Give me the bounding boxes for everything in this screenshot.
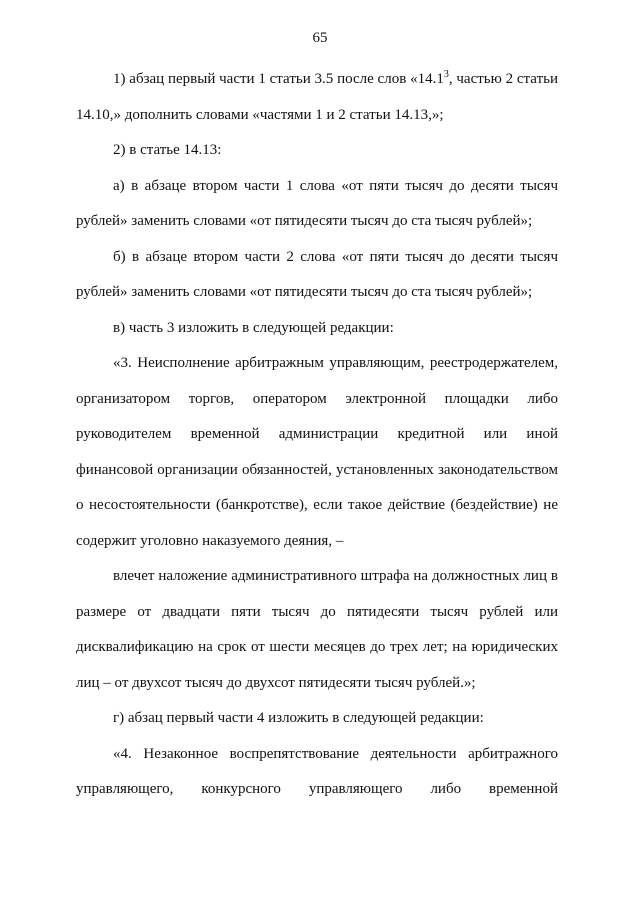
paragraph-subitem-a: а) в абзаце втором части 1 слова «от пяти тысяч до десяти тысяч рублей» заменить словами «от пятидесяти тысяч до ста тысяч рублей»; xyxy=(76,177,558,229)
paragraph-item-2: 2) в статье 14.13: xyxy=(113,142,222,158)
paragraph-quote-part-3: «3. Неисполнение арбитражным управляющим, реестродержателем, организатором торгов, оператором электронной площадки либо руководителем временной администрации кредитной или иной финансовой организации обязанностей, установленных законодательством о несостоятельности (банкротстве), если такое действие (бездействие) не содержит уголовно наказуемого деяния, – xyxy=(76,355,558,549)
superscript-3: 3 xyxy=(443,69,449,80)
paragraph-quote-part-4: «4. Незаконное воспрепятствование деятельности арбитражного управляющего, конкурсного управляющего либо временной xyxy=(76,745,558,797)
paragraph-subitem-b: б) в абзаце втором части 2 слова «от пяти тысяч до десяти тысяч рублей» заменить словами «от пятидесяти тысяч до ста тысяч рублей»; xyxy=(76,248,558,300)
paragraph-quote-part-3-sanction: влечет наложение административного штрафа на должностных лиц в размере от двадцати пяти тысяч до пятидесяти тысяч рублей или дисквалификацию на срок от шести месяцев до трех лет; на юридических лиц – от двухсот тысяч до двухсот пятидесяти тысяч рублей.»; xyxy=(76,568,558,691)
paragraph-item-1 xyxy=(76,62,558,133)
paragraph-item-1-part-b: , частью 2 статьи 14.10,» дополнить словами «частями 1 и 2 статьи 14.13,»; xyxy=(76,71,558,123)
document-body xyxy=(76,62,558,808)
paragraph-subitem-g: г) абзац первый части 4 изложить в следующей редакции: xyxy=(113,710,484,726)
page-number: 65 xyxy=(312,30,328,46)
paragraph-subitem-v: в) часть 3 изложить в следующей редакции: xyxy=(113,319,394,336)
paragraph-item-1-part-a: 1) абзац первый части 1 статьи 3.5 после слов «14.1 xyxy=(113,71,444,87)
